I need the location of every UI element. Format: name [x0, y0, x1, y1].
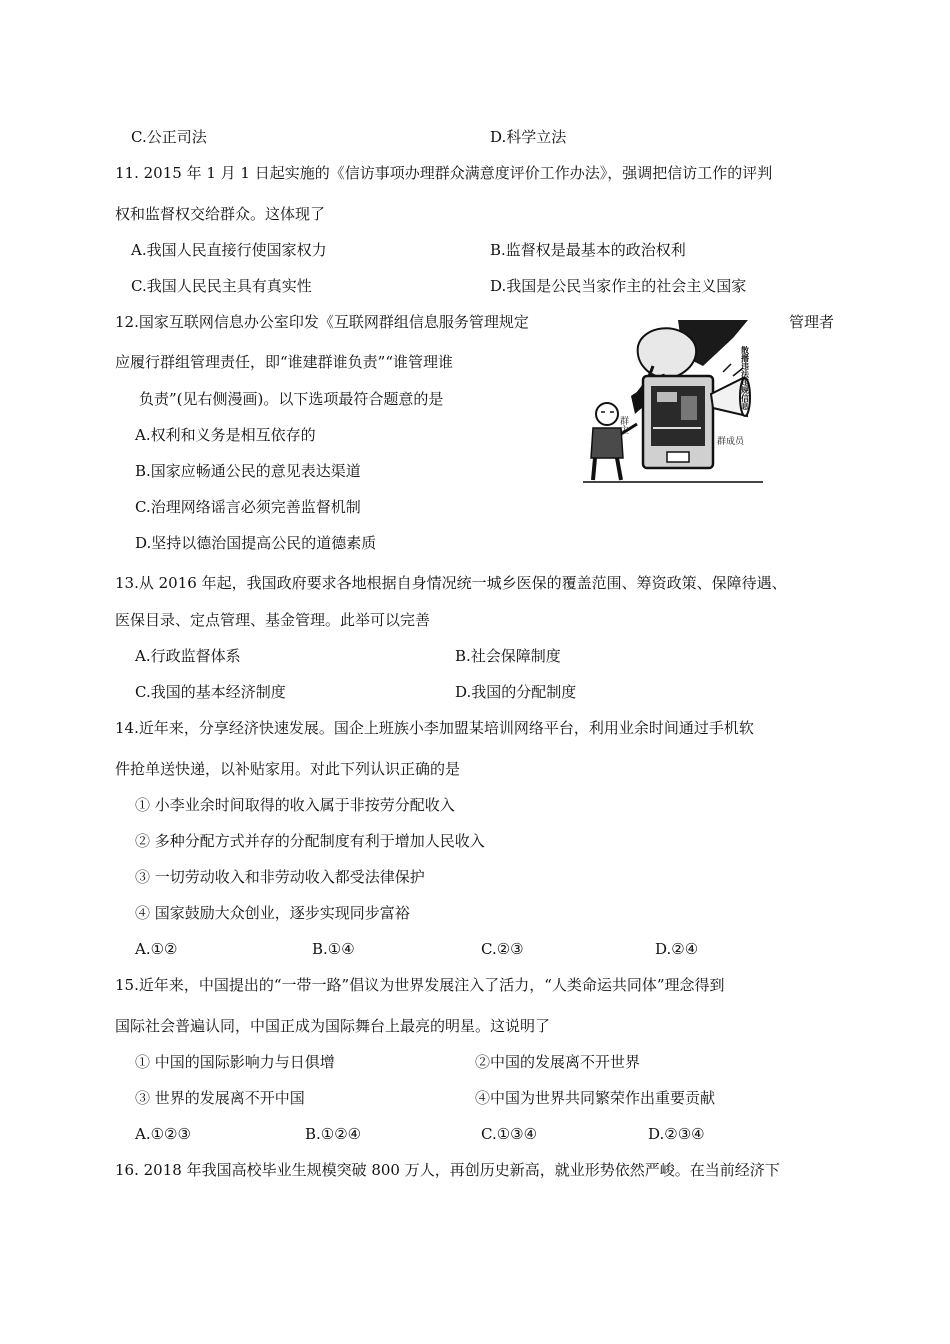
- q15-statement-1: ① 中国的国际影响力与日俱增: [135, 1053, 335, 1071]
- q10-option-d: D.科学立法: [490, 128, 567, 146]
- q11-stem-line2: 权和监督权交给群众。这体现了: [115, 205, 326, 223]
- cartoon-label-member: 群成员: [717, 437, 745, 447]
- q11-option-a: A.我国人民直接行使国家权力: [131, 241, 327, 259]
- q14-statement-1: ① 小李业余时间取得的收入属于非按劳分配收入: [135, 796, 455, 814]
- q14-statement-3: ③ 一切劳动收入和非劳动收入都受法律保护: [135, 868, 425, 886]
- q15-statement-4: ④中国为世界共同繁荣作出重要贡献: [475, 1089, 716, 1107]
- q15-option-a: A.①②③: [135, 1125, 191, 1143]
- q14-option-a: A.①②: [135, 940, 178, 958]
- q11-stem-line1: 11. 2015 年 1 月 1 日起实施的《信访事项办理群众满意度评价工作办法》，强调把信访工作的评判: [115, 164, 773, 182]
- cartoon-label-owner: 群主: [618, 416, 628, 434]
- q15-option-d: D.②③④: [648, 1125, 705, 1143]
- q12-stem-line2: 应履行群组管理责任，即“谁建群谁负责”“谁管理谁: [115, 353, 454, 371]
- q12-stem-line1-right: 管理者: [789, 313, 835, 331]
- q10-option-c: C.公正司法: [131, 128, 207, 146]
- q13-option-d: D.我国的分配制度: [455, 683, 577, 701]
- q14-option-b: B.①④: [312, 940, 355, 958]
- q13-stem-line2: 医保目录、定点管理、基金管理。此举可以完善: [115, 611, 431, 629]
- q14-statement-2: ② 多种分配方式并存的分配制度有利于增加人民收入: [135, 832, 485, 850]
- q12-cartoon-image: [583, 316, 763, 486]
- q16-stem-line1: 16. 2018 年我国高校毕业生规模突破 800 万人，再创历史新高，就业形势依然严峻。在当前经济下: [115, 1161, 780, 1179]
- cartoon-label-vertical: 散播违法违规信息: [740, 346, 750, 410]
- q15-statement-2: ②中国的发展离不开世界: [475, 1053, 641, 1071]
- q13-stem-line1: 13.从 2016 年起，我国政府要求各地根据自身情况统一城乡医保的覆盖范围、筹资政策、保障待遇、: [115, 574, 787, 592]
- q12-option-b: B.国家应畅通公民的意见表达渠道: [135, 462, 361, 480]
- q14-stem-line2: 件抢单送快递，以补贴家用。对此下列认识正确的是: [115, 760, 461, 778]
- q14-option-c: C.②③: [481, 940, 524, 958]
- q13-option-a: A.行政监督体系: [135, 647, 241, 665]
- q12-option-a: A.权利和义务是相互依存的: [135, 426, 316, 444]
- q11-option-b: B.监督权是最基本的政治权利: [490, 241, 686, 259]
- q13-option-c: C.我国的基本经济制度: [135, 683, 286, 701]
- q11-option-d: D.我国是公民当家作主的社会主义国家: [490, 277, 747, 295]
- q12-stem-line3: 负责”(见右侧漫画)。以下选项最符合题意的是: [139, 390, 444, 408]
- q11-option-c: C.我国人民民主具有真实性: [131, 277, 312, 295]
- q14-option-d: D.②④: [655, 940, 699, 958]
- q15-option-b: B.①②④: [305, 1125, 362, 1143]
- q12-option-d: D.坚持以德治国提高公民的道德素质: [135, 534, 377, 552]
- q15-stem-line1: 15.近年来，中国提出的“一带一路”倡议为世界发展注入了活力，“人类命运共同体”理念得到: [115, 976, 725, 994]
- q15-option-c: C.①③④: [481, 1125, 538, 1143]
- q13-option-b: B.社会保障制度: [455, 647, 561, 665]
- q12-option-c: C.治理网络谣言必须完善监督机制: [135, 498, 361, 516]
- q12-stem-line1: 12.国家互联网信息办公室印发《互联网群组信息服务管理规定: [115, 313, 529, 331]
- q14-stem-line1: 14.近年来，分享经济快速发展。国企上班族小李加盟某培训网络平台，利用业余时间通过手机软: [115, 719, 754, 737]
- q14-statement-4: ④ 国家鼓励大众创业，逐步实现同步富裕: [135, 904, 410, 922]
- q15-statement-3: ③ 世界的发展离不开中国: [135, 1089, 305, 1107]
- q15-stem-line2: 国际社会普遍认同，中国正成为国际舞台上最亮的明星。这说明了: [115, 1017, 551, 1035]
